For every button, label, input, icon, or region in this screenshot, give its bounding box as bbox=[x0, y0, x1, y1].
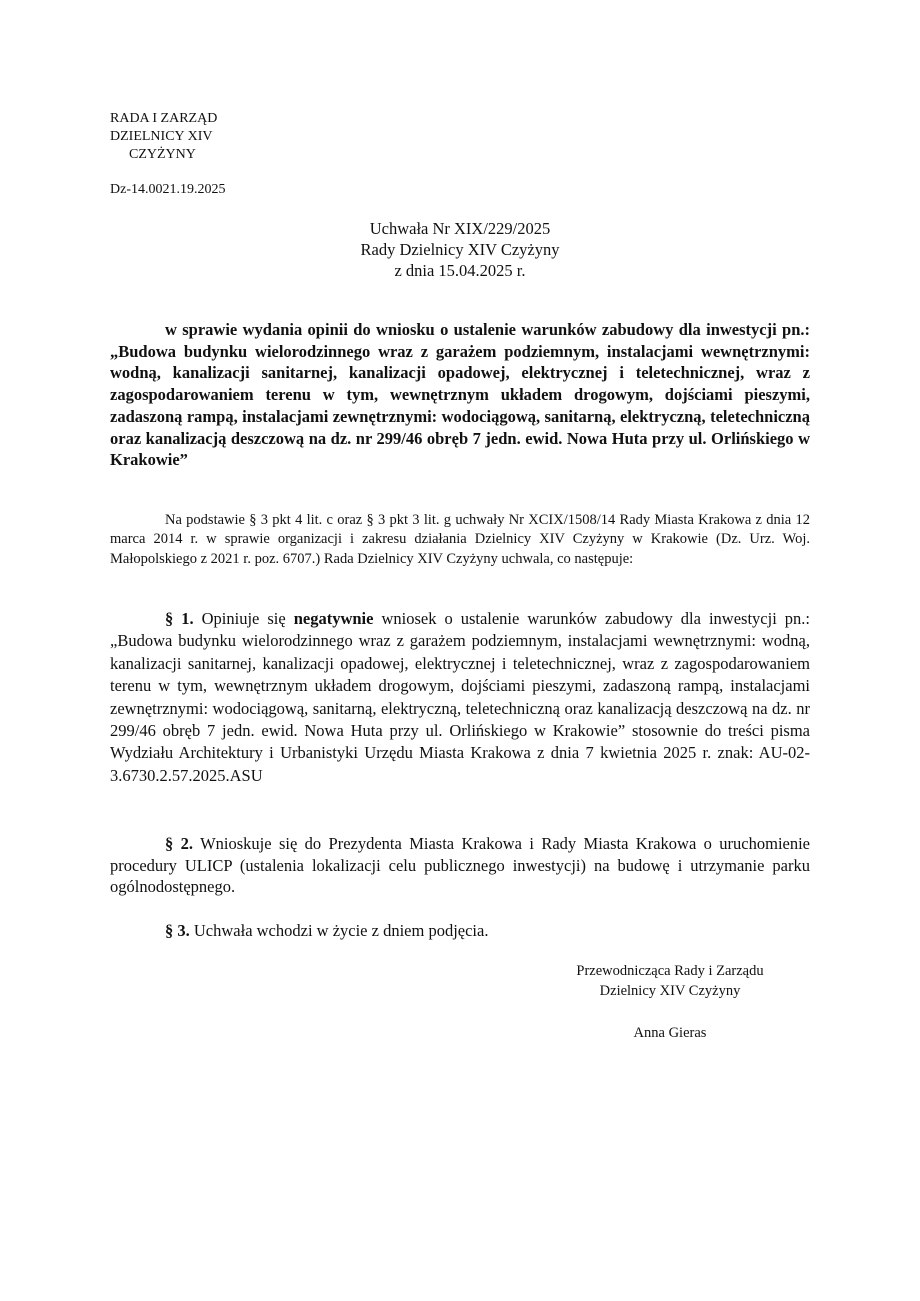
section-3-label: § 3. bbox=[165, 921, 190, 940]
resolution-title bbox=[110, 218, 810, 281]
resolution-date: z dnia 15.04.2025 r. bbox=[394, 261, 526, 280]
signature-name: Anna Gieras bbox=[633, 1025, 707, 1041]
reference-number: Dz-14.0021.19.2025 bbox=[110, 182, 226, 197]
issuer-line-1: RADA I ZARZĄD bbox=[110, 111, 218, 126]
resolution-subject: w sprawie wydania opinii do wniosku o ustalenie warunków zabudowy dla inwestycji pn.: „Budowa budynku wielorodzinnego wraz z garażem podziemnym, instalacjami wewnętrznymi: wodną, kanalizacji sanitarnej, kanalizacji opadowej, elektrycznej i teletechnicznej, wraz z zagospodarowaniem terenu w tym, wewnętrznym układem drogowym, dojściami pieszymi, zadaszoną rampą, instalacjami zewnętrznymi: wodociągową, sanitarną, elektryczną, teletechniczną oraz kanalizacją deszczową na dz. nr 299/46 obręb 7 jedn. ewid. Nowa Huta przy ul. Orlińskiego w Krakowie” bbox=[110, 320, 810, 470]
section-2-paragraph bbox=[110, 833, 810, 898]
issuer-line-2: DZIELNICY XIV bbox=[110, 129, 213, 144]
section-3-paragraph bbox=[110, 920, 810, 942]
section-1-label: § 1. bbox=[165, 609, 194, 628]
section-1-paragraph bbox=[110, 608, 810, 787]
issuer-header bbox=[110, 110, 217, 164]
section-2-label: § 2. bbox=[165, 834, 194, 853]
signature-block bbox=[535, 961, 805, 1043]
section-3-text: Uchwała wchodzi w życie z dniem podjęcia. bbox=[189, 921, 489, 940]
section-1-emphasis: negatywnie bbox=[293, 609, 374, 628]
section-1-text-after: wniosek o ustalenie warunków zabudowy dla inwestycji pn.: „Budowa budynku wielorodzinnego wraz z garażem podziemnym, instalacjami wewnętrznymi: wodną, kanalizacji sanitarnej, kanalizacji opadowej, elektrycznej i teletechnicznej, wraz z zagospodarowaniem terenu w tym, wewnętrznym układem drogowym, dojściami pieszymi, zadaszoną rampą, instalacjami zewnętrznymi: wodociągową, sanitarną, elektryczną, teletechniczną oraz kanalizacją deszczową na dz. nr 299/46 obręb 7 jedn. ewid. Nowa Huta przy ul. Orlińskiego w Krakowie” stosownie do treści pisma Wydziału Architektury i Urbanistyki Urzędu Miasta Krakowa z dnia 7 kwietnia 2025 r. znak: AU-02-3.6730.2.57.2025.ASU bbox=[110, 609, 810, 785]
section-2-text: Wnioskuje się do Prezydenta Miasta Krakowa i Rady Miasta Krakowa o uruchomienie procedury ULICP (ustalenia lokalizacji celu publicznego inwestycji) na budowę i utrzymanie parku ogólnodostępnego. bbox=[110, 834, 811, 896]
resolution-number: Uchwała Nr XIX/229/2025 bbox=[369, 219, 551, 238]
issuer-line-3: CZYŻYNY bbox=[129, 147, 196, 162]
legal-basis-paragraph: Na podstawie § 3 pkt 4 lit. c oraz § 3 pkt 3 lit. g uchwały Nr XCIX/1508/14 Rady Miasta Krakowa z dnia 12 marca 2014 r. w sprawie organizacji i zakresu działania Dzielnicy XIV Czyżyny w Krakowie (Dz. Urz. Woj. Małopolskiego z 2021 r. poz. 6707.) Rada Dzielnicy XIV Czyżyny uchwala, co następuje: bbox=[110, 512, 810, 567]
resolution-issuer: Rady Dzielnicy XIV Czyżyny bbox=[360, 240, 560, 259]
signature-role-line-1: Przewodnicząca Rady i Zarządu bbox=[576, 963, 764, 979]
signature-role-line-2: Dzielnicy XIV Czyżyny bbox=[599, 983, 741, 999]
section-1-text-before: Opiniuje się bbox=[193, 609, 294, 628]
